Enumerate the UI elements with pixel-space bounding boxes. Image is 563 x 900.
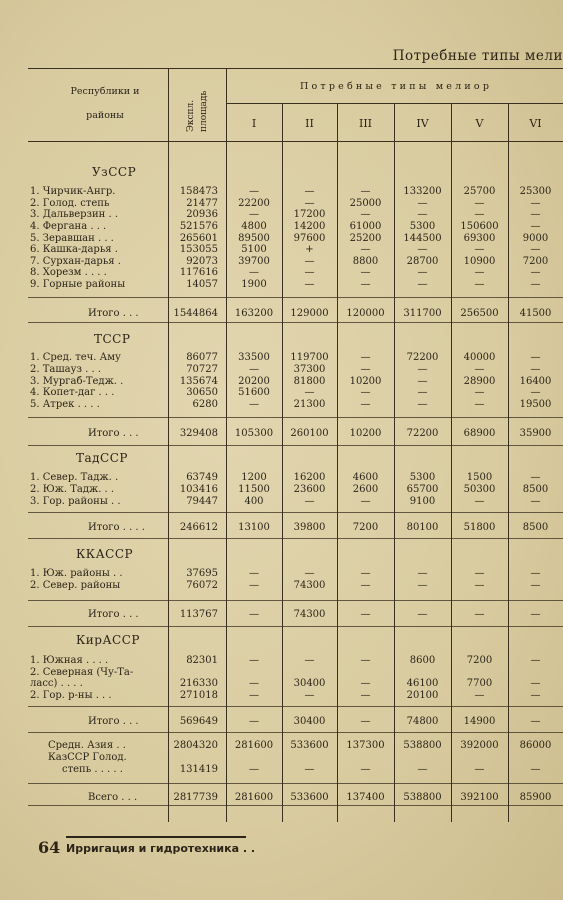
- cell-type-4: 8600: [409, 655, 436, 666]
- cell-area: 131419: [179, 764, 218, 775]
- cell-type-1: 281600: [234, 792, 274, 803]
- cell-type-4: 72200: [406, 352, 439, 363]
- cell-type-4: —: [417, 764, 428, 775]
- cell-type-6: 7200: [522, 256, 549, 267]
- cell-type-3: 8800: [352, 256, 379, 267]
- cell-type-3: 25000: [349, 198, 382, 209]
- cell-area: 569649: [179, 716, 218, 727]
- cell-type-2: —: [304, 496, 315, 507]
- section-rule: [28, 600, 563, 601]
- cell-type-4: 9100: [409, 496, 436, 507]
- cell-area: 6280: [192, 399, 218, 410]
- cell-area: 103416: [179, 484, 218, 495]
- header-type-4: IV: [416, 117, 429, 130]
- cell-type-4: 65700: [406, 484, 439, 495]
- cell-type-5: 256500: [460, 308, 499, 319]
- total-label: Итого . . .: [88, 716, 139, 727]
- cell-type-3: 61000: [349, 221, 382, 232]
- cell-type-5: 10900: [463, 256, 496, 267]
- cell-type-4: —: [417, 244, 428, 255]
- total-label: Итого . . .: [88, 308, 139, 319]
- row-label: 9. Горные районы: [30, 279, 126, 290]
- cell-area: 271018: [179, 690, 218, 701]
- cell-type-5: 40000: [463, 352, 496, 363]
- cell-area: 82301: [186, 655, 218, 666]
- row-label: 3. Гор. районы . .: [30, 496, 121, 507]
- cell-type-6: 8500: [522, 522, 549, 533]
- cell-type-3: —: [360, 209, 371, 220]
- cell-type-6: —: [530, 655, 541, 666]
- cell-type-1: —: [249, 655, 259, 666]
- cell-type-3: 2600: [352, 484, 379, 495]
- total-label: Итого . . . .: [88, 522, 145, 533]
- cell-type-6: —: [530, 690, 541, 701]
- cell-type-5: —: [474, 364, 485, 375]
- cell-area: 117616: [179, 267, 218, 278]
- cell-area: 86077: [186, 352, 218, 363]
- region-title: ККАССР: [76, 548, 134, 560]
- cell-type-6: —: [530, 678, 541, 689]
- section-rule: [28, 417, 563, 418]
- cell-type-6: —: [530, 609, 541, 620]
- header-type-3: III: [358, 117, 373, 130]
- cell-type-5: 68900: [463, 428, 496, 439]
- header-republic-line1: Республики и: [70, 86, 140, 97]
- cell-area: 92073: [186, 256, 218, 267]
- cell-type-6: 25300: [519, 186, 552, 197]
- row-label: 5. Атрек . . . .: [30, 399, 100, 410]
- cell-type-2: 37300: [293, 364, 326, 375]
- cell-type-5: 51800: [463, 522, 496, 533]
- cell-type-4: —: [417, 376, 428, 387]
- cell-type-2: —: [304, 267, 315, 278]
- row-label: 8. Хорезм . . . .: [30, 267, 107, 278]
- cell-type-3: 10200: [349, 376, 382, 387]
- cell-type-4: 144500: [403, 233, 442, 244]
- cell-type-4: 133200: [403, 186, 442, 197]
- cell-type-3: —: [360, 186, 371, 197]
- row-label: степь . . . . .: [62, 764, 123, 775]
- cell-area: 2804320: [173, 740, 218, 751]
- cell-type-4: —: [417, 399, 428, 410]
- row-label: 1. Чирчик-Ангр.: [30, 186, 116, 197]
- cell-type-4: —: [417, 198, 428, 209]
- header-type-2: II: [305, 117, 314, 130]
- cell-type-3: 10200: [349, 428, 382, 439]
- cell-type-4: —: [417, 580, 428, 591]
- header-type-1: I: [251, 117, 257, 130]
- cell-type-2: 23600: [293, 484, 326, 495]
- row-label: 6. Кашка-дарья .: [30, 244, 118, 255]
- cell-type-1: 20200: [238, 376, 270, 387]
- cell-type-3: —: [360, 678, 371, 689]
- cell-type-1: 400: [244, 496, 264, 507]
- cell-type-4: 72200: [406, 428, 439, 439]
- total-label: Итого . . .: [88, 609, 139, 620]
- cell-type-6: —: [530, 221, 541, 232]
- cell-type-1: —: [249, 186, 259, 197]
- cell-type-3: 4600: [352, 472, 379, 483]
- cell-type-2: 260100: [290, 428, 329, 439]
- cell-type-1: 89500: [238, 233, 270, 244]
- cell-area: 21477: [186, 198, 218, 209]
- row-label: 3. Мургаб-Тедж. .: [30, 376, 124, 387]
- cell-type-1: —: [249, 568, 259, 579]
- cell-type-4: 5300: [409, 472, 436, 483]
- cell-type-5: —: [474, 764, 485, 775]
- header-type-6: VI: [529, 117, 542, 130]
- cell-type-5: 14900: [463, 716, 496, 727]
- cell-area: 135674: [179, 376, 218, 387]
- region-title: КирАССР: [76, 634, 140, 646]
- cell-type-6: 41500: [519, 308, 552, 319]
- cell-type-6: —: [530, 352, 541, 363]
- cell-type-2: 30400: [293, 716, 326, 727]
- section-rule: [28, 322, 563, 323]
- cell-type-1: —: [249, 609, 259, 620]
- cell-area: 113767: [179, 609, 218, 620]
- cell-type-5: 69300: [463, 233, 496, 244]
- section-rule: [28, 732, 563, 733]
- cell-area: 20936: [186, 209, 218, 220]
- cell-type-4: —: [417, 387, 428, 398]
- header-types-title: Потребные типы мелиор: [300, 81, 493, 92]
- page-number: 64: [38, 838, 61, 857]
- cell-type-1: —: [249, 267, 259, 278]
- cell-type-1: —: [249, 678, 259, 689]
- cell-type-5: 50300: [463, 484, 496, 495]
- cell-type-1: 1900: [241, 279, 267, 290]
- cell-type-6: —: [530, 209, 541, 220]
- row-label: 1. Сред. теч. Аму: [30, 352, 121, 363]
- cell-type-2: 16200: [293, 472, 326, 483]
- row-label: 4. Копет-даг . . .: [30, 387, 115, 398]
- cell-type-3: —: [360, 764, 371, 775]
- row-label: 4. Фергана . . .: [30, 221, 107, 232]
- cell-type-3: —: [360, 580, 371, 591]
- section-rule: [28, 297, 563, 298]
- cell-type-2: 17200: [293, 209, 326, 220]
- cell-type-1: —: [249, 399, 259, 410]
- cell-type-5: —: [474, 198, 485, 209]
- cell-type-3: —: [360, 364, 371, 375]
- cell-type-4: —: [417, 209, 428, 220]
- cell-area: 70727: [186, 364, 218, 375]
- cell-type-3: —: [360, 399, 371, 410]
- cell-type-3: —: [360, 568, 371, 579]
- cell-type-6: 8500: [522, 484, 549, 495]
- table-top-rule: [28, 68, 563, 69]
- cell-type-4: 46100: [406, 678, 439, 689]
- cell-type-2: 39800: [293, 522, 326, 533]
- cell-type-3: —: [360, 387, 371, 398]
- cell-type-1: 5100: [241, 244, 267, 255]
- cell-type-5: —: [474, 496, 485, 507]
- region-title: ТадССР: [76, 452, 128, 464]
- cell-type-2: 129000: [290, 308, 329, 319]
- cell-type-6: —: [530, 716, 541, 727]
- cell-type-1: 11500: [238, 484, 270, 495]
- cell-type-2: 21300: [293, 399, 326, 410]
- cell-type-1: —: [249, 364, 259, 375]
- cell-type-5: —: [474, 690, 485, 701]
- cell-type-6: 86000: [519, 740, 552, 751]
- cell-type-6: —: [530, 198, 541, 209]
- cell-type-4: 538800: [403, 740, 442, 751]
- cell-type-2: —: [304, 279, 315, 290]
- cell-type-6: —: [530, 496, 541, 507]
- header-republic-line2: районы: [86, 110, 124, 121]
- cell-area: 329408: [179, 428, 218, 439]
- cell-type-5: —: [474, 568, 485, 579]
- cell-type-4: —: [417, 279, 428, 290]
- cell-area: 521576: [179, 221, 218, 232]
- cell-type-5: —: [474, 267, 485, 278]
- cell-type-5: —: [474, 244, 485, 255]
- journal-title: Ирригация и гидротехника . .: [66, 842, 256, 855]
- region-title: УзССР: [92, 166, 137, 178]
- cell-type-3: —: [360, 690, 371, 701]
- cell-type-4: 80100: [406, 522, 439, 533]
- cell-type-1: 51600: [238, 387, 270, 398]
- cell-type-6: —: [530, 364, 541, 375]
- cell-type-1: 163200: [234, 308, 274, 319]
- cell-type-3: —: [360, 279, 371, 290]
- cell-type-5: 1500: [466, 472, 493, 483]
- cell-type-1: 39700: [238, 256, 270, 267]
- total-label: Итого . . .: [88, 428, 139, 439]
- cell-type-2: 97600: [293, 233, 326, 244]
- footer-rule: [66, 836, 246, 838]
- row-label: КазССР Голод.: [48, 752, 127, 763]
- row-label: 5. Зеравшан . . .: [30, 233, 114, 244]
- cell-type-4: —: [417, 364, 428, 375]
- cell-type-6: 16400: [519, 376, 552, 387]
- cell-type-2: 119700: [290, 352, 329, 363]
- section-rule: [28, 445, 563, 446]
- cell-type-4: —: [417, 568, 428, 579]
- cell-area: 1544864: [173, 308, 218, 319]
- cell-type-1: —: [249, 690, 259, 701]
- cell-type-2: 14200: [293, 221, 326, 232]
- total-label: Всего . . .: [88, 792, 138, 803]
- cell-area: 158473: [179, 186, 218, 197]
- cell-type-5: 7700: [466, 678, 493, 689]
- cell-type-6: —: [530, 764, 541, 775]
- cell-type-1: —: [249, 716, 259, 727]
- column-rule: [226, 68, 227, 142]
- cell-type-4: 20100: [406, 690, 439, 701]
- cell-type-2: 74300: [293, 580, 326, 591]
- cell-area: 153055: [179, 244, 218, 255]
- section-rule: [28, 706, 563, 707]
- cell-area: 246612: [179, 522, 218, 533]
- cell-type-5: 25700: [463, 186, 496, 197]
- cell-area: 265601: [179, 233, 218, 244]
- cell-type-3: 120000: [346, 308, 385, 319]
- cell-type-1: —: [249, 209, 259, 220]
- cell-type-3: 7200: [352, 522, 379, 533]
- header-type-5: V: [475, 117, 484, 130]
- cell-type-3: —: [360, 609, 371, 620]
- cell-type-5: 7200: [466, 655, 493, 666]
- cell-area: 2817739: [173, 792, 218, 803]
- header-bottom-rule: [28, 141, 563, 142]
- cell-type-1: 105300: [234, 428, 274, 439]
- cell-type-2: —: [304, 186, 315, 197]
- cell-type-2: 30400: [293, 678, 326, 689]
- cell-type-5: —: [474, 399, 485, 410]
- row-label: Средн. Азия . .: [48, 740, 126, 751]
- cell-type-2: —: [304, 764, 315, 775]
- cell-type-5: 392000: [460, 740, 499, 751]
- row-label: ласс) . . . .: [30, 678, 83, 689]
- header-area-line1: Экспл.: [186, 99, 196, 132]
- cell-type-5: 28900: [463, 376, 496, 387]
- cell-area: 30650: [186, 387, 218, 398]
- cell-type-6: 19500: [519, 399, 552, 410]
- cell-type-2: —: [304, 690, 315, 701]
- cell-type-5: —: [474, 580, 485, 591]
- cell-type-4: —: [417, 609, 428, 620]
- header-area-line2: площадь: [199, 90, 209, 132]
- region-title: ТССР: [94, 333, 131, 345]
- cell-area: 14057: [186, 279, 218, 290]
- cell-type-3: —: [360, 244, 371, 255]
- cell-type-1: 1200: [241, 472, 267, 483]
- cell-type-6: 85900: [519, 792, 552, 803]
- cell-area: 76072: [186, 580, 218, 591]
- cell-type-3: 137300: [346, 740, 385, 751]
- row-label: 1. Север. Тадж. .: [30, 472, 119, 483]
- cell-type-5: 150600: [460, 221, 499, 232]
- cell-type-3: —: [360, 496, 371, 507]
- row-label: 2. Северная (Чу-Та-: [30, 667, 134, 678]
- cell-type-1: 4800: [241, 221, 267, 232]
- cell-type-2: —: [304, 655, 315, 666]
- cell-type-2: 533600: [290, 792, 329, 803]
- cell-type-4: 74800: [406, 716, 439, 727]
- row-label: 7. Сурхан-дарья .: [30, 256, 121, 267]
- cell-type-4: 311700: [403, 308, 442, 319]
- cell-type-4: —: [417, 267, 428, 278]
- cell-type-3: —: [360, 716, 371, 727]
- cell-type-2: 533600: [290, 740, 329, 751]
- section-rule: [28, 626, 563, 627]
- cell-type-2: —: [304, 198, 315, 209]
- row-label: 1. Юж. районы . .: [30, 568, 123, 579]
- cell-type-1: 13100: [238, 522, 270, 533]
- section-rule: [28, 783, 563, 784]
- cell-area: 79447: [186, 496, 218, 507]
- cell-type-3: 137400: [346, 792, 385, 803]
- cell-type-5: —: [474, 279, 485, 290]
- cell-type-1: 281600: [234, 740, 274, 751]
- cell-type-3: —: [360, 267, 371, 278]
- cell-type-4: 538800: [403, 792, 442, 803]
- cell-type-2: —: [304, 387, 315, 398]
- row-label: 2. Голод. степь: [30, 198, 110, 209]
- cell-type-5: 392100: [460, 792, 499, 803]
- cell-type-5: —: [474, 387, 485, 398]
- cell-type-5: —: [474, 609, 485, 620]
- cell-type-3: —: [360, 655, 371, 666]
- cell-type-1: 22200: [238, 198, 270, 209]
- cell-type-2: +: [305, 244, 314, 255]
- cell-type-6: 9000: [522, 233, 549, 244]
- cell-type-3: 25200: [349, 233, 382, 244]
- cell-type-1: —: [249, 764, 259, 775]
- cell-type-1: —: [249, 580, 259, 591]
- cell-type-6: —: [530, 472, 541, 483]
- cell-type-4: 28700: [406, 256, 439, 267]
- row-label: 2. Юж. Тадж. . .: [30, 484, 115, 495]
- row-label: 3. Дальверзин . .: [30, 209, 119, 220]
- section-rule: [28, 512, 563, 513]
- cell-area: 216330: [179, 678, 218, 689]
- cell-type-2: —: [304, 568, 315, 579]
- cell-type-5: —: [474, 209, 485, 220]
- cell-area: 37695: [186, 568, 218, 579]
- cell-area: 63749: [186, 472, 218, 483]
- cell-type-6: —: [530, 580, 541, 591]
- row-label: 2. Гор. р-ны . . .: [30, 690, 112, 701]
- row-label: 2. Ташауз . . .: [30, 364, 102, 375]
- cell-type-3: —: [360, 352, 371, 363]
- cell-type-2: 81800: [293, 376, 326, 387]
- cell-type-2: —: [304, 256, 315, 267]
- cell-type-6: —: [530, 568, 541, 579]
- cell-type-2: 74300: [293, 609, 326, 620]
- cell-type-6: —: [530, 387, 541, 398]
- running-head: Потребные типы мели: [392, 48, 563, 64]
- cell-type-6: 35900: [519, 428, 552, 439]
- cell-type-6: —: [530, 244, 541, 255]
- cell-type-6: —: [530, 267, 541, 278]
- cell-type-1: 33500: [238, 352, 270, 363]
- section-rule: [28, 805, 563, 806]
- row-label: 2. Север. районы: [30, 580, 121, 591]
- cell-type-6: —: [530, 279, 541, 290]
- cell-type-4: 5300: [409, 221, 436, 232]
- section-rule: [28, 538, 563, 539]
- row-label: 1. Южная . . . .: [30, 655, 109, 666]
